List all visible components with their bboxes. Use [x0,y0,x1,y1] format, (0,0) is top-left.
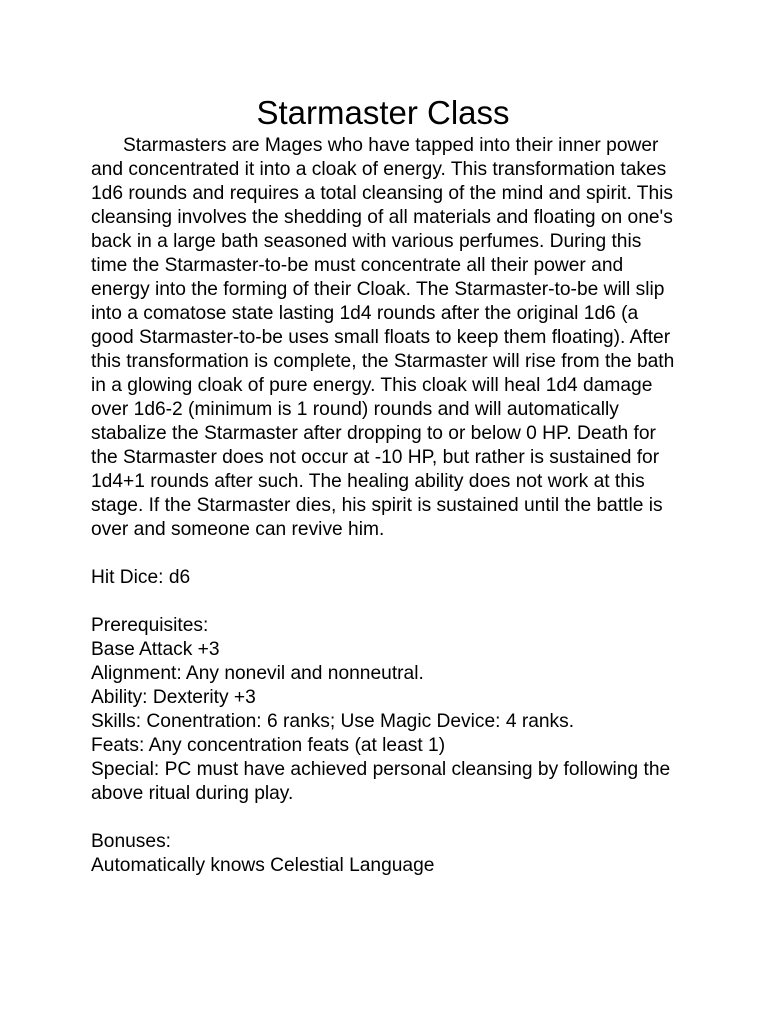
prerequisites-section [91,614,691,806]
prerequisite-item: Base Attack +3 [91,639,220,660]
intro-paragraph: Starmasters are Mages who have tapped into their inner power and concentrated it into a cloak of energy. This transformation takes 1d6 rounds and requires a total cleansing of the mind and spirit. This cleansing involves the shedding of all materials and floating on one's back in a large bath seasoned with various perfumes. During this time the Starmaster-to-be must concentrate all their power and energy into the forming of their Cloak. The Starmaster-to-be will slip into a comatose state lasting 1d4 rounds after the original 1d6 (a good Starmaster-to-be uses small floats to keep them floating). After this transformation is complete, the Starmaster will rise from the bath in a glowing cloak of pure energy. This cloak will heal 1d4 damage over 1d6-2 (minimum is 1 round) rounds and will automatically stabalize the Starmaster after dropping to or below 0 HP. Death for the Starmaster does not occur at -10 HP, but rather is sustained for 1d4+1 rounds after such. The healing ability does not work at this stage. If the Starmaster dies, his spirit is sustained until the battle is over and someone can revive him. [91,135,675,540]
hit-dice-line: Hit Dice: d6 [91,567,191,588]
prerequisites-heading: Prerequisites: [91,615,209,636]
spacer [91,542,691,566]
spacer [91,590,691,614]
prerequisite-item: Alignment: Any nonevil and nonneutral. [91,663,424,684]
prerequisite-item: Ability: Dexterity +3 [91,687,256,708]
bonus-item: Automatically knows Celestial Language [91,855,435,876]
bonuses-section [91,830,691,878]
spacer [91,806,691,830]
document-title: Starmaster Class [256,94,510,131]
bonuses-heading: Bonuses: [91,831,172,852]
prerequisite-item: Special: PC must have achieved personal cleansing by following the above ritual during play. [91,759,671,804]
prerequisite-item: Feats: Any concentration feats (at least 1) [91,735,446,756]
prerequisite-item: Skills: Conentration: 6 ranks; Use Magic Device: 4 ranks. [91,711,575,732]
document-page [91,92,691,878]
